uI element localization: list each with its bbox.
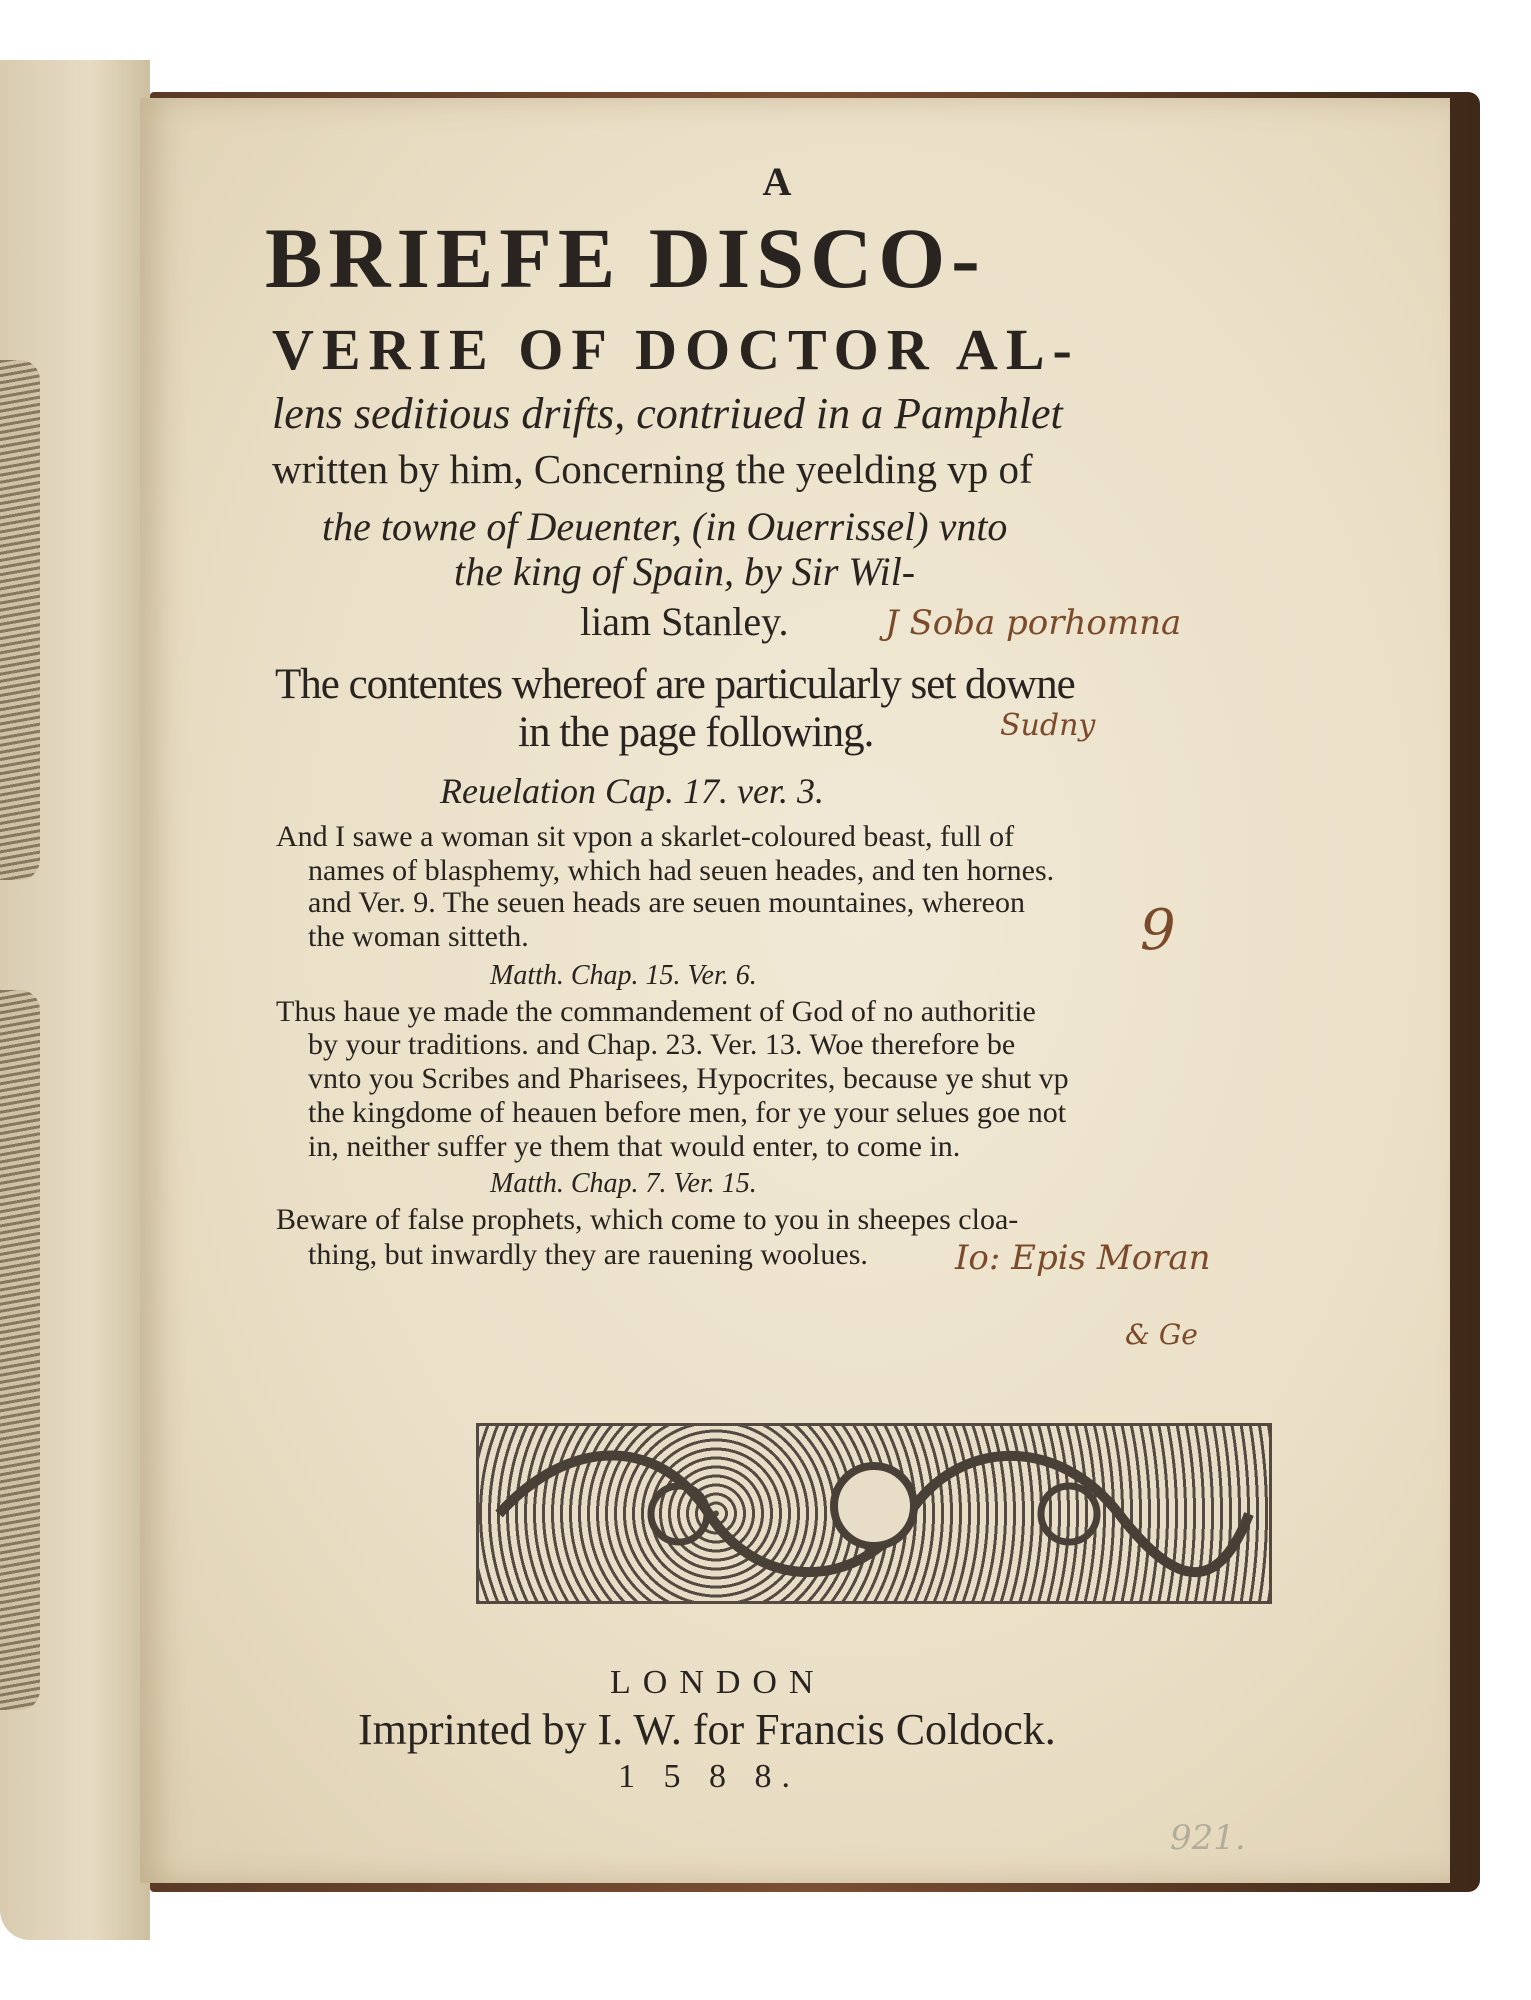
handwritten-annotation: Sudny — [1000, 708, 1096, 743]
scripture-text: thing, but inwardly they are rauening woolues. — [308, 1238, 868, 1271]
scripture-reference: Matth. Chap. 7. Ver. 15. — [490, 1168, 757, 1199]
scripture-text: by your traditions. and Chap. 23. Ver. 13. Woe therefore be — [308, 1028, 1016, 1061]
scripture-text: vnto you Scribes and Pharisees, Hypocrites, because ye shut vp — [308, 1062, 1069, 1095]
title-line: VERIE OF DOCTOR AL- — [272, 317, 1080, 382]
subtitle-line: lens seditious drifts, contriued in a Pamphlet — [272, 389, 1063, 438]
handwritten-annotation: 9 — [1140, 898, 1176, 963]
scripture-text: names of blasphemy, which had seuen heades, and ten hornes. — [308, 854, 1055, 887]
scripture-reference: Matth. Chap. 15. Ver. 6. — [490, 960, 757, 991]
woodcut-illustration-fragment — [0, 990, 40, 1710]
pencil-annotation: 921. — [1170, 1818, 1246, 1858]
woodcut-illustration-fragment — [0, 360, 40, 880]
imprint-city: LONDON — [610, 1664, 826, 1701]
title-line: BRIEFE DISCO- — [265, 210, 986, 306]
scripture-text: the kingdome of heauen before men, for ye your selues goe not — [308, 1096, 1067, 1129]
scripture-text: and Ver. 9. The seuen heads are seuen mountaines, whereon — [308, 886, 1025, 919]
subtitle-line: the king of Spain, by Sir Wil- — [454, 549, 916, 594]
imprint-year: 1 5 8 8. — [618, 1758, 800, 1795]
contents-line: The contentes whereof are particularly set downe — [275, 661, 1075, 708]
scripture-text: Thus haue ye made the commandement of God of no authoritie — [276, 995, 1036, 1028]
subtitle-line: the towne of Deuenter, (in Ouerrissel) vnto — [322, 504, 1008, 549]
handwritten-annotation: Io: Epis Moran — [955, 1238, 1211, 1278]
contents-line: in the page following. — [518, 709, 874, 756]
scripture-text: And I sawe a woman sit vpon a skarlet-coloured beast, full of — [276, 820, 1015, 853]
subtitle-line: liam Stanley. — [580, 599, 789, 644]
scripture-text: Beware of false prophets, which come to you in sheepes cloa- — [276, 1203, 1019, 1236]
woodcut-ornament — [476, 1423, 1272, 1604]
handwritten-annotation: & Ge — [1125, 1318, 1198, 1351]
scripture-reference: Reuelation Cap. 17. ver. 3. — [440, 771, 824, 811]
handwritten-annotation: J Soba porhomna — [885, 603, 1182, 643]
scripture-text: the woman sitteth. — [308, 920, 529, 953]
facing-left-page — [0, 60, 150, 1940]
title-line: A — [762, 159, 798, 204]
title-page — [140, 98, 1450, 1883]
scripture-text: in, neither suffer ye them that would enter, to come in. — [308, 1130, 961, 1163]
subtitle-line: written by him, Concerning the yeelding vp of — [272, 446, 1033, 492]
imprint-printer: Imprinted by I. W. for Francis Coldock. — [358, 1705, 1056, 1754]
